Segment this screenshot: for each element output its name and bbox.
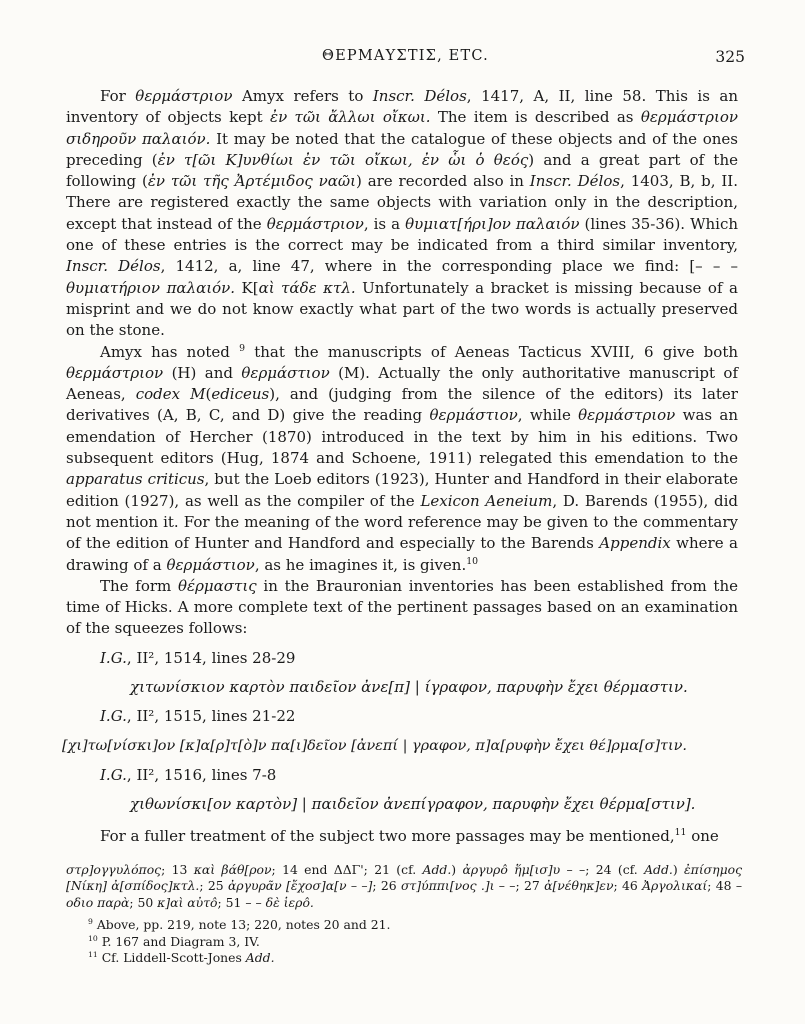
- text-run: ): [672, 862, 685, 877]
- text-run: , 1412, a, line 47, where in the corresponding place we find: [– – –: [160, 257, 738, 276]
- footnote-ref: 11: [88, 949, 98, 959]
- citation-quote-1516: [130, 794, 738, 815]
- italic-run: ἀ[νέθηκ]εν: [544, 878, 614, 894]
- text-run: ; 46: [613, 878, 643, 894]
- italic-run: θερμάστριον σιδηροῦν παλαιόν.: [66, 108, 738, 148]
- italic-run: ἐπίσημος [Νίκη] ἀ[σπίδος]κτλ.: [66, 862, 743, 894]
- text-run: ; 50: [129, 894, 158, 910]
- text-run: P. 167 and Diagram 3, IV.: [97, 933, 260, 949]
- text-run: that the manuscripts of Aeneas Tacticus XVIII, 6 give both: [245, 342, 739, 361]
- italic-run: θερμάστριον: [135, 87, 233, 105]
- italic-run: θυμιατήριον παλαιόν.: [66, 278, 235, 297]
- text-run: Cf. Liddell-Scott-Jones: [97, 950, 246, 966]
- apparatus-note: [66, 862, 742, 911]
- italic-run: Add.: [644, 862, 673, 877]
- page-header: [66, 48, 745, 70]
- text-run: – –; 27: [494, 878, 545, 894]
- text-run: , II², 1514, lines 28-29: [126, 648, 296, 667]
- italic-run: I.G.: [100, 765, 127, 784]
- italic-run: codex M: [135, 385, 206, 404]
- text-run: , is a: [363, 214, 406, 233]
- paragraph-3: [66, 576, 738, 640]
- italic-run: στ]ύππι[νος .]ι: [400, 878, 495, 894]
- italic-run: θερμάστιον: [241, 363, 330, 382]
- italic-run: Inscr. Délos: [372, 87, 467, 105]
- text-run: Unfortunately a bracket is missing because of a misprint and we do not know exactly what part of the two words is actually preserved on the stone.: [66, 278, 738, 340]
- italic-run: Add.: [422, 862, 452, 877]
- text-run: Above, pp. 219, note 13; 220, notes 20 and 21.: [92, 917, 391, 933]
- italic-run: θερμάστριον: [66, 363, 164, 382]
- text-run: ; 14 end ΔΔΓ'; 21 (cf.: [271, 862, 423, 877]
- italic-run: χιτωνίσκιον καρτὸν παιδεῖον ἀνε[π] | ίγραφον, παρυφὴν ἔχει θέρμαστιν.: [130, 678, 688, 697]
- text-run: ): [451, 862, 463, 877]
- italic-run: δὲ ἱερο̂.: [265, 894, 314, 910]
- text-run: was an emendation of Hercher (1870) introduced in the text by him in his editions. Two subsequent editors (Hug, 1874 and Schoene, 1911) relegated this emendation to the: [66, 406, 738, 468]
- paragraph-1: [66, 86, 738, 342]
- text-run: ; 48 –: [707, 878, 743, 894]
- footnote-ref: 10: [466, 555, 479, 567]
- italic-run: θερμάστιον: [429, 406, 518, 425]
- text-body: [62, 86, 739, 847]
- text-run: It may be noted that the catalogue of these objects and of the ones preceding (: [66, 129, 738, 169]
- text-run: For: [100, 87, 136, 105]
- page-number: 325: [715, 48, 745, 66]
- italic-run: ἐν τῶι ἄλλωι οἴκωι.: [270, 108, 431, 127]
- text-run: , 1417, A, II, line 58. This is an inventory of objects kept: [66, 87, 738, 127]
- italic-run: θέρμαστις: [178, 576, 257, 595]
- text-run: The form: [100, 576, 179, 595]
- italic-run: θερμάστιον: [166, 555, 255, 574]
- text-run: Κ[: [235, 278, 259, 297]
- italic-run: Inscr. Délos: [66, 257, 161, 276]
- text-run: Amyx refers to: [232, 87, 373, 105]
- citation-label-1515: [100, 706, 738, 727]
- italic-run: αὶ τάδε κτλ.: [258, 278, 356, 297]
- text-run: ; 25: [199, 878, 228, 894]
- italic-run: θερμάστριον: [266, 214, 364, 233]
- text-run: ; 51 – –: [217, 894, 266, 910]
- text-run: ) are recorded also in: [355, 172, 530, 191]
- text-run: (lines 35-36). Which one of these entries is the correct may be indicated from a third similar inventory,: [66, 214, 739, 255]
- italic-run: I.G.: [100, 707, 127, 726]
- text-run: , II², 1515, lines 21-22: [126, 707, 296, 726]
- italic-run: ἐν τ[ῶι Κ]υνθίωι ἐν τῶι οἴκωι, ἐν ὧι ὁ θεός: [157, 150, 529, 169]
- italic-run: καὶ βάθ[ρον: [193, 862, 272, 877]
- text-run: ; 13: [161, 862, 194, 877]
- text-run: , D. Barends (1955), did not mention it. For the meaning of the word reference may be given to the commentary of the edition of Hunter and Handford and especially to the Barends: [66, 491, 738, 553]
- footnote-ref: 9: [88, 917, 93, 927]
- italic-run: Appendix: [599, 534, 671, 553]
- text-run: , but the Loeb editors (1923), Hunter and Handford in their elaborate edition (1927), as well as the compiler of the: [66, 470, 739, 510]
- footnote-9: [88, 917, 742, 933]
- italic-run: οδιο παρὰ: [66, 894, 130, 910]
- footnote-11: [88, 950, 742, 966]
- italic-run: Add.: [245, 950, 275, 966]
- text-run: one: [686, 826, 719, 845]
- italic-run: Inscr. Délos: [529, 172, 621, 191]
- italic-run: I.G.: [100, 648, 127, 667]
- footnote-ref: 10: [88, 933, 98, 943]
- footnote-block: [66, 862, 742, 966]
- citation-quote-1515: [62, 736, 738, 757]
- text-run: , while: [517, 406, 579, 425]
- citation-label-1516: [100, 765, 738, 786]
- text-run: , as he imagines it, is given.: [254, 555, 467, 574]
- text-run: (M). Actually the only authoritative manuscript of Aeneas,: [66, 363, 739, 404]
- footnote-ref: 9: [239, 342, 246, 354]
- italic-run: Ἀργολικαί: [642, 878, 708, 894]
- paragraph-4: [66, 826, 738, 847]
- footnote-10: [88, 934, 742, 950]
- text-run: ) and a great part of the following (: [66, 150, 738, 191]
- text-run: – –; 24 (cf.: [560, 862, 645, 877]
- italic-run: ἀργυρο̂ ἥμ[ισ]υ: [462, 862, 561, 877]
- text-run: where a drawing of a: [66, 534, 738, 574]
- citation-quote-1514: [130, 677, 738, 698]
- text-run: in the Brauronian inventories has been established from the time of Hicks. A more complete text of the pertinent passages based on an examination of the squeezes follows:: [66, 576, 738, 638]
- italic-run: Lexicon Aeneium: [420, 491, 553, 510]
- text-run: , II², 1516, lines 7-8: [126, 765, 277, 784]
- footnote-ref: 11: [674, 826, 687, 838]
- text-run: (H) and: [163, 363, 242, 382]
- italic-run: ἀργυρᾶν [ἔχοσ]α[ν – –]: [227, 878, 373, 894]
- citation-label-1514: [100, 648, 738, 669]
- italic-run: apparatus criticus: [66, 470, 205, 489]
- text-run: Amyx has noted: [100, 342, 240, 361]
- italic-run: [χι]τω[νίσκι]ον [κ]α[ρ]τ[ὸ]ν πα[ι]δεῖον [ἀνεπί | γραφον, π]α[ρυφὴν ἔχει θέ]ρμα[σ]τιν.: [62, 737, 687, 754]
- paragraph-2: [66, 342, 738, 576]
- text-run: , 1403, B, b, II. There are registered exactly the same objects with variation only in the description, except that instead of the: [66, 172, 738, 233]
- italic-run: ἐν τῶι τῆς Ἀρτέμιδος ναῶι: [147, 172, 356, 191]
- running-head: ΘΕΡΜΑΥΣΤΙΣ, ETC.: [322, 48, 489, 64]
- italic-run: στρ]ογγυλόπος: [66, 862, 162, 877]
- italic-run: κ]αὶ αὐτο̂: [157, 894, 218, 910]
- text-run: ; 26: [372, 878, 401, 894]
- text-run: ), and (judging from the silence of the editors) its later derivatives (A, B, C, and D) give the reading: [66, 385, 738, 425]
- text-run: The item is described as: [430, 108, 641, 127]
- italic-run: θερμάστριον: [578, 406, 676, 425]
- italic-run: ediceus: [211, 385, 270, 404]
- italic-run: χιθωνίσκι[ον καρτὸν] | παιδεῖον ἀνεπίγραφον, παρυφὴν ἔχει θέρμα[στιν].: [130, 795, 696, 814]
- text-run: For a fuller treatment of the subject two more passages may be mentioned,: [100, 826, 675, 845]
- text-run: (: [205, 385, 212, 404]
- italic-run: θυμιατ[ήρι]ον παλαιόν: [405, 214, 580, 233]
